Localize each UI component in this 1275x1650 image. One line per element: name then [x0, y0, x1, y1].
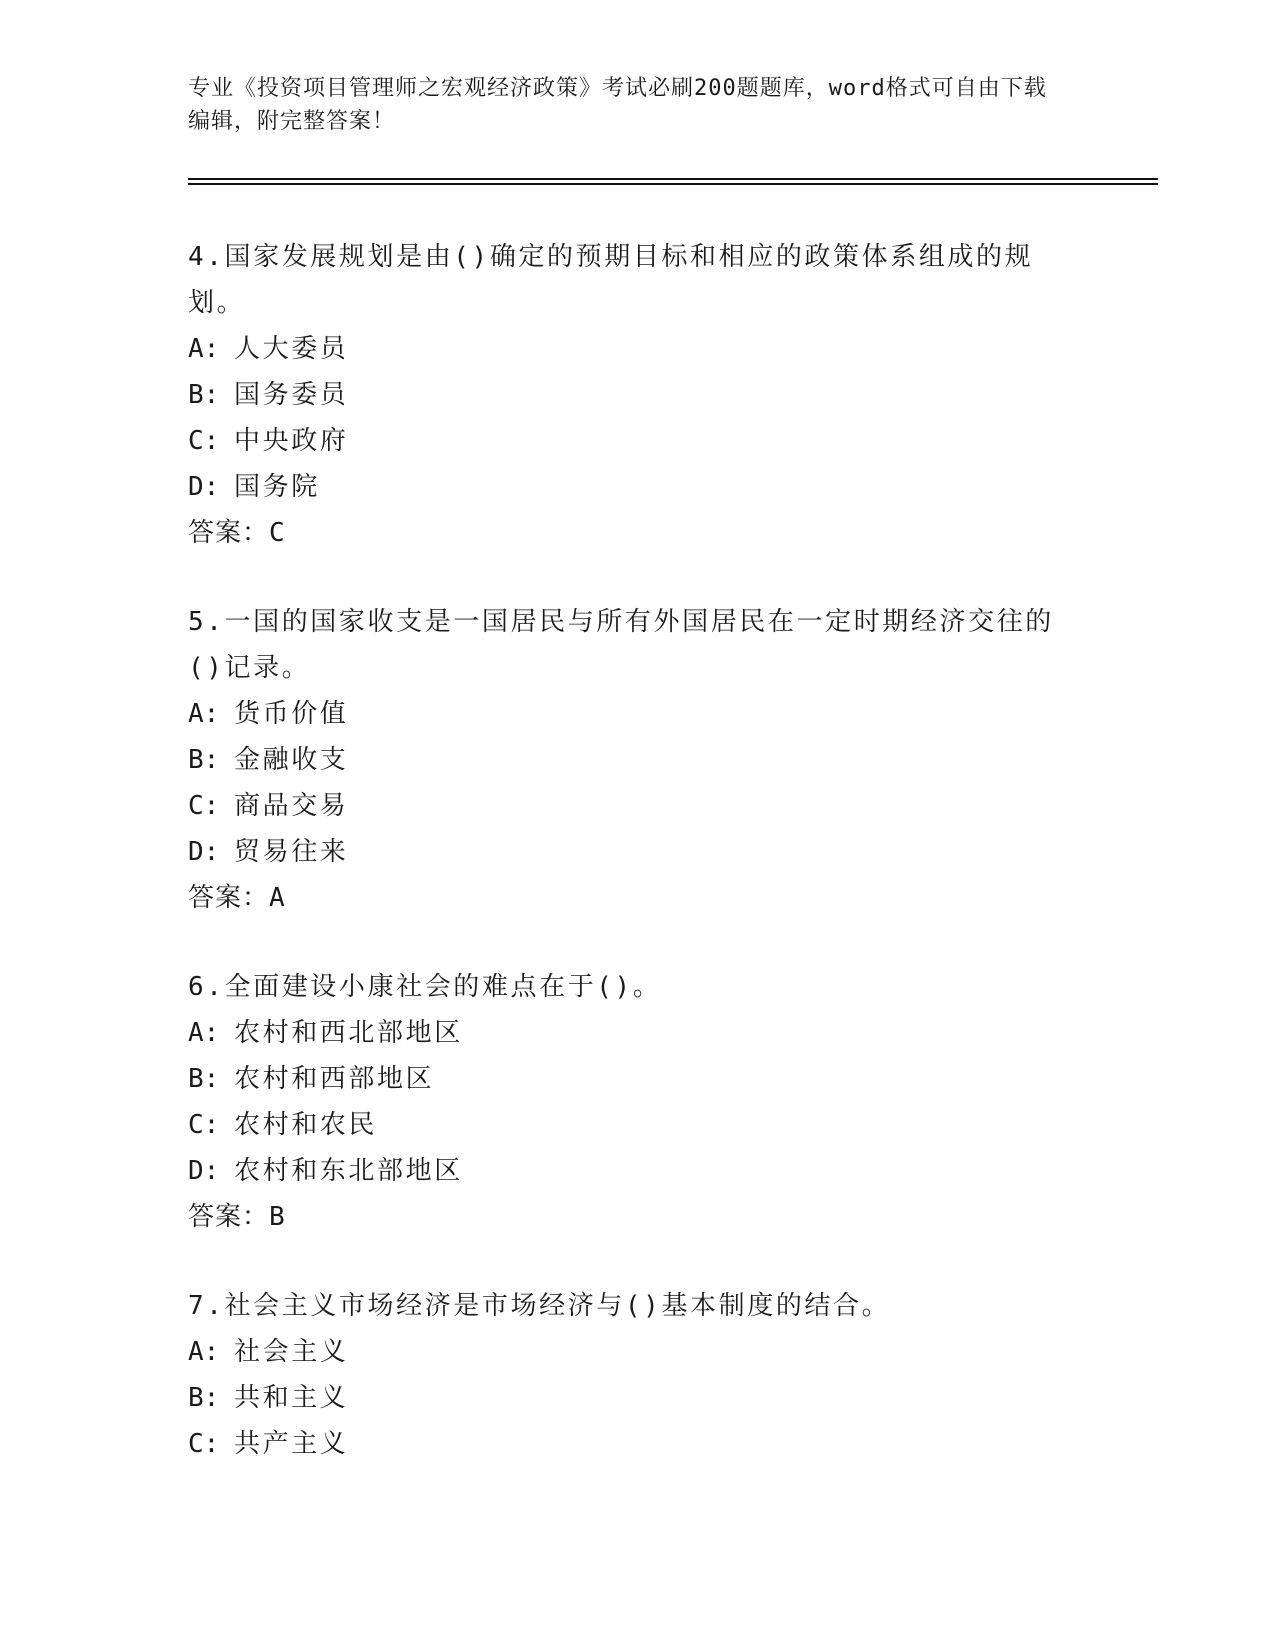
answer-label: 答案：: [188, 1202, 270, 1232]
option-text: 共产主义: [234, 1429, 349, 1459]
option-key: D:: [188, 472, 220, 502]
option-key: A:: [188, 1018, 220, 1048]
answer-label: 答案：: [188, 518, 270, 548]
option-b: [188, 1056, 1068, 1102]
option-key: C:: [188, 1429, 220, 1459]
answer-value: C: [269, 518, 286, 548]
header-divider-top: [188, 178, 1158, 180]
option-key: C:: [188, 791, 220, 821]
question-5: [188, 599, 1068, 921]
option-text: 农村和西部地区: [234, 1064, 435, 1094]
answer-line: [188, 510, 1068, 556]
option-a: [188, 691, 1068, 737]
option-text: 贸易往来: [234, 837, 349, 867]
option-key: B:: [188, 380, 220, 410]
option-text: 货币价值: [234, 699, 349, 729]
option-text: 中央政府: [234, 426, 349, 456]
option-key: D:: [188, 1156, 220, 1186]
option-d: [188, 829, 1068, 875]
option-key: B:: [188, 1383, 220, 1413]
question-4: [188, 234, 1068, 556]
answer-value: A: [269, 883, 286, 913]
option-b: [188, 1375, 1068, 1421]
option-text: 共和主义: [234, 1383, 349, 1413]
option-key: A:: [188, 699, 220, 729]
option-key: A:: [188, 1337, 220, 1367]
option-c: [188, 1102, 1068, 1148]
question-stem: 4.国家发展规划是由()确定的预期目标和相应的政策体系组成的规划。: [188, 242, 1034, 318]
option-text: 国务委员: [234, 380, 349, 410]
header-divider-bottom: [188, 183, 1158, 185]
option-text: 国务院: [234, 472, 320, 502]
answer-label: 答案：: [188, 883, 270, 913]
option-a: [188, 1010, 1068, 1056]
answer-line: [188, 875, 1068, 921]
option-a: [188, 1329, 1068, 1375]
option-key: C:: [188, 426, 220, 456]
option-d: [188, 1148, 1068, 1194]
option-text: 社会主义: [234, 1337, 349, 1367]
option-d: [188, 464, 1068, 510]
option-text: 人大委员: [234, 334, 349, 364]
option-text: 农村和农民: [234, 1110, 378, 1140]
answer-value: B: [269, 1202, 286, 1232]
question-stem: 6.全面建设小康社会的难点在于()。: [188, 972, 662, 1002]
option-text: 农村和西北部地区: [234, 1018, 463, 1048]
document-header: 专业《投资项目管理师之宏观经济政策》考试必刷200题题库，word格式可自由下载编辑，附完整答案！: [188, 76, 1047, 134]
option-text: 商品交易: [234, 791, 349, 821]
option-c: [188, 418, 1068, 464]
option-key: B:: [188, 745, 220, 775]
option-b: [188, 372, 1068, 418]
option-key: C:: [188, 1110, 220, 1140]
option-c: [188, 1421, 1068, 1467]
option-text: 金融收支: [234, 745, 349, 775]
option-a: [188, 326, 1068, 372]
option-b: [188, 737, 1068, 783]
option-key: A:: [188, 334, 220, 364]
question-stem: 5.一国的国家收支是一国居民与所有外国居民在一定时期经济交往的()记录。: [188, 607, 1054, 683]
question-stem: 7.社会主义市场经济是市场经济与()基本制度的结合。: [188, 1291, 891, 1321]
option-c: [188, 783, 1068, 829]
question-7: [188, 1283, 1068, 1467]
answer-line: [188, 1194, 1068, 1240]
option-key: D:: [188, 837, 220, 867]
question-6: [188, 964, 1068, 1240]
option-text: 农村和东北部地区: [234, 1156, 463, 1186]
option-key: B:: [188, 1064, 220, 1094]
